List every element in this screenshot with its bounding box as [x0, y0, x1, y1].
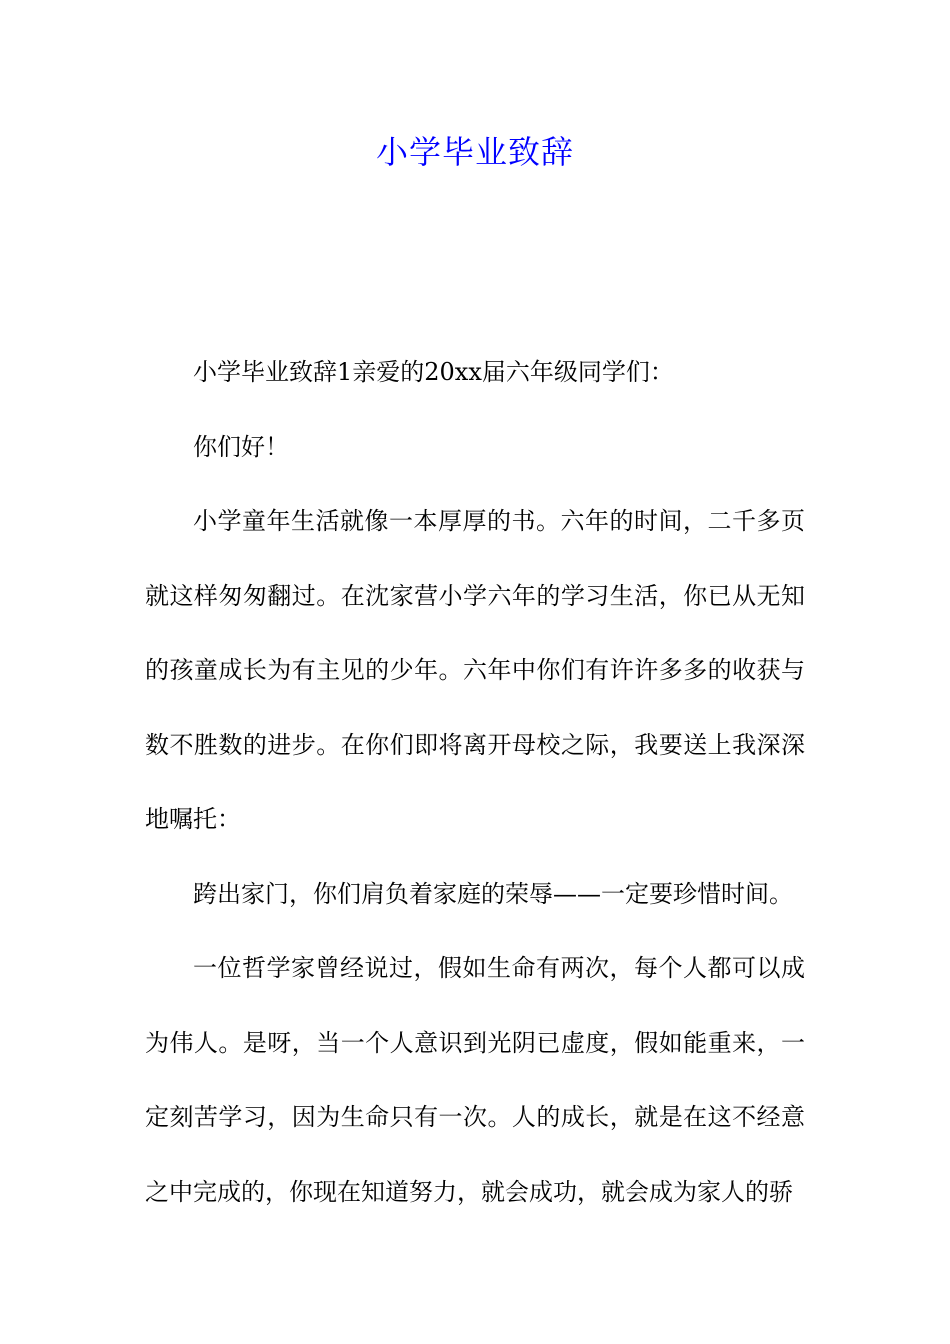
greeting-paragraph: 你们好！: [193, 432, 289, 461]
body-paragraph: 跨出家门，你们肩负着家庭的荣辱——一定要珍惜时间。: [193, 879, 793, 908]
salutation-paragraph: 小学毕业致辞1亲爱的20xx届六年级同学们：: [193, 358, 674, 386]
body-paragraph: 一位哲学家曾经说过，假如生命有两次，每个人都可以成为伟人。是呀，当一个人意识到光阴已虚度，假如能重来，一定刻苦学习，因为生命只有一次。人的成长，就是在这不经意之中完成的，你现在知道努力，就会成功，就会成为家人的骄: [145, 954, 805, 1206]
body-paragraph: 小学童年生活就像一本厚厚的书。六年的时间，二千多页就这样匆匆翻过。在沈家营小学六年的学习生活，你已从无知的孩童成长为有主见的少年。六年中你们有许许多多的收获与数不胜数的进步。在你们即将离开母校之际，我要送上我深深地嘱托：: [145, 507, 805, 833]
document-body: [145, 335, 805, 1229]
document-title: 小学毕业致辞: [375, 133, 574, 171]
